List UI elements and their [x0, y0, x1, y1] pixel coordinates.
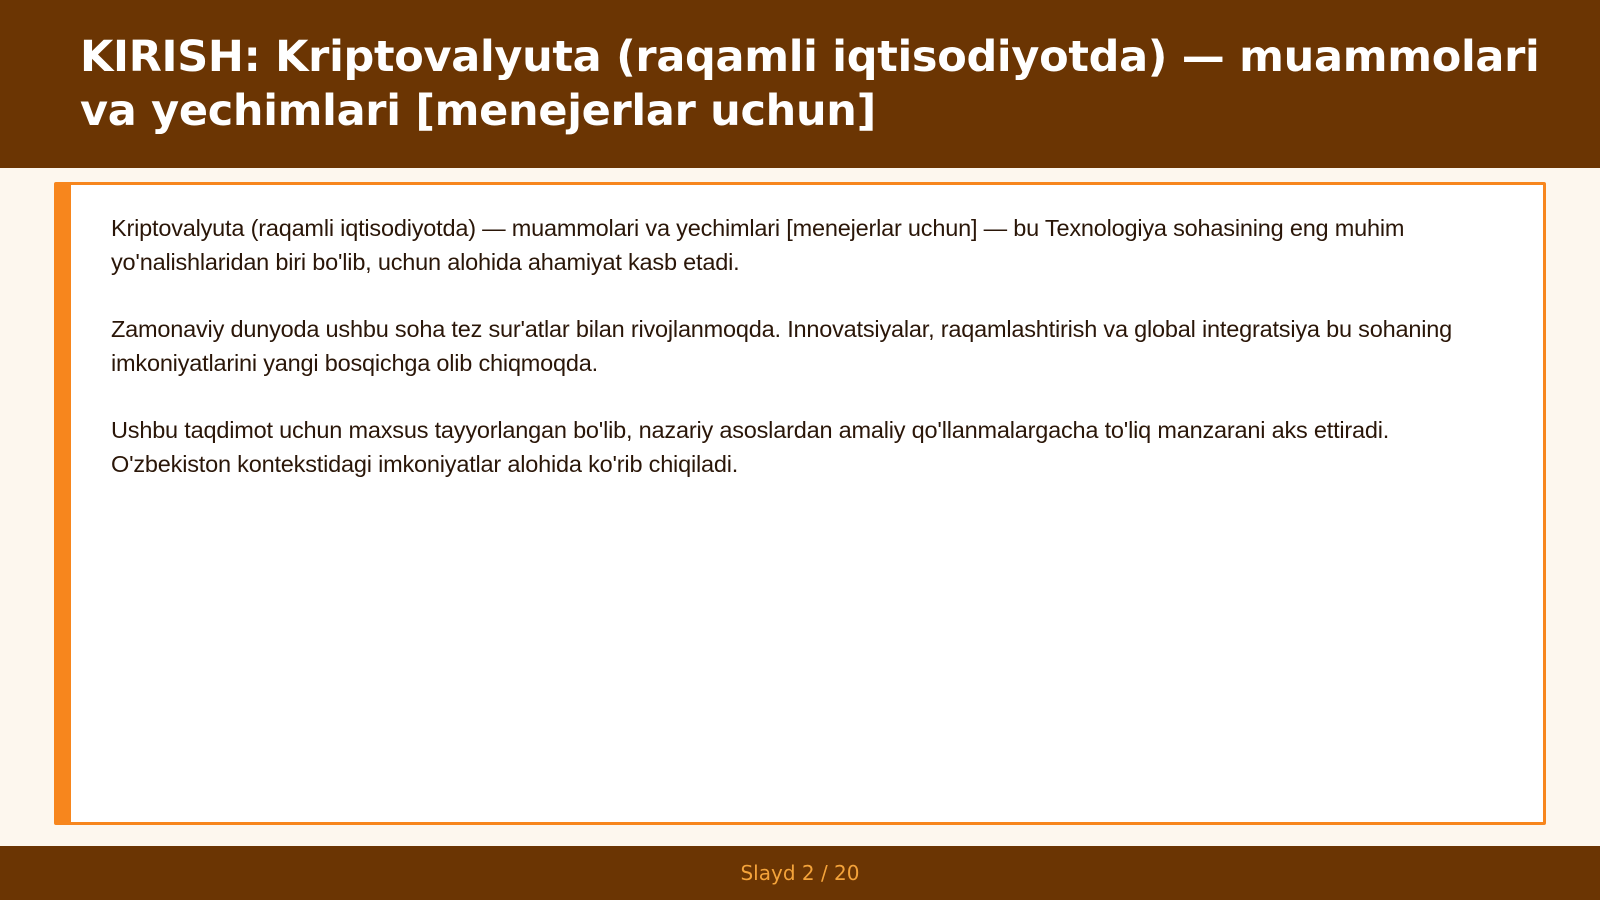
slide-footer [0, 846, 1600, 900]
slide-counter: Slayd 2 / 20 [740, 861, 860, 885]
paragraph-intro: Kriptovalyuta (raqamli iqtisodiyotda) — muammolari va yechimlari [menejerlar uchun] — bu Texnologiya sohasining eng muhim yo'nalishlaridan biri bo'lib, uchun alohida ahamiyat kasb etadi. [111, 215, 1405, 275]
paragraph-presentation-purpose: Ushbu taqdimot uchun maxsus tayyorlangan bo'lib, nazariy asoslardan amaliy qo'llanmalargacha to'liq manzarani aks ettiradi. O'zbekiston kontekstidagi imkoniyatlar alohida ko'rib chiqiladi. [111, 417, 1390, 477]
slide-header [0, 0, 1600, 168]
content-body [111, 211, 1493, 514]
content-card [54, 182, 1546, 825]
paragraph-modern-world: Zamonaviy dunyoda ushbu soha tez sur'atlar bilan rivojlanmoqda. Innovatsiyalar, raqamlashtirish va global integratsiya bu sohaning imkoniyatlarini yangi bosqichga olib chiqmoqda. [111, 316, 1452, 376]
slide-title: KIRISH: Kriptovalyuta (raqamli iqtisodiyotda) — muammolari va yechimlari [menejerlar uchun] [80, 32, 1540, 136]
